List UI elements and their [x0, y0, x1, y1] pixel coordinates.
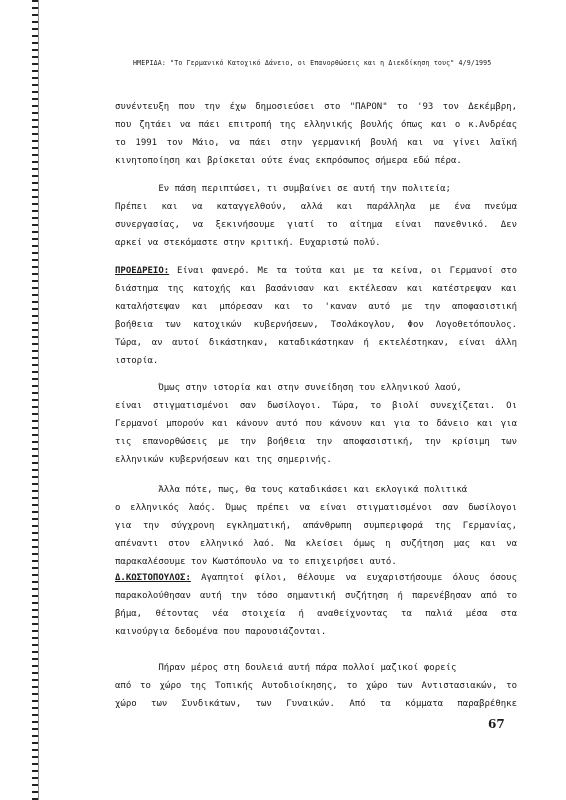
text-line [115, 569, 517, 587]
page-number: 67 [488, 717, 505, 731]
paragraph-6 [115, 569, 517, 641]
binding-edge [0, 0, 44, 800]
paragraph-4 [115, 379, 517, 469]
text-line: Γερμανοί μπορούν και κάνουν αυτό που κάνουν και για το δάνειο και για [115, 419, 517, 429]
text-line: καταλήστεψαν και μπόρεσαν και το 'καναν αυτό με την αποφασιστική [115, 302, 517, 312]
text-line: παρακολούθησαν αυτή την τόσο σημαντική συζήτηση ή παρενέβησαν από το [115, 591, 517, 601]
text-line: βοήθεια των κατοχικών κυβερνήσεων, Τσολάκογλου, Φον Λογοθετόπουλος. [115, 320, 517, 330]
text-line: καινούργια δεδομένα που παρουσιάζονται. [115, 627, 327, 637]
text-line: ελληνικών κυβερνήσεων και της σημερινής. [115, 455, 332, 465]
text-line: συνέντευξη που την έχω δημοσιεύσει στο "ΠΑΡΟΝ" το '93 τον Δεκέμβρη, [115, 102, 517, 112]
text-line: για την σύγχρονη εγκληματική, απάνθρωπη συμπεριφορά της Γερμανίας, [115, 521, 517, 531]
text-line: το 1991 τον Μάιο, να πάει στην γερμανική βουλή και να γίνει λαϊκή [115, 138, 517, 148]
speaker-label: Δ.ΚΩΣΤΟΠΟΥΛΟΣ: [115, 573, 191, 583]
speaker-label: ΠΡΟΕΔΡΕΙΟ: [115, 266, 170, 276]
text-line: είναι στιγματισμένοι σαν δωσίλογοι. Τώρα, το βιολί συνεχίζεται. Οι [115, 401, 517, 411]
text-line: Τώρα, αν αυτοί δικάστηκαν, καταδικάστηκαν ή εκτελέστηκαν, είναι άλλη [115, 338, 517, 348]
paragraph-2 [115, 180, 517, 252]
text-line: που ζητάει να πάει επιτροπή της ελληνικής βουλής όπως και ο κ.Ανδρέας [115, 120, 517, 130]
paragraph-1 [115, 98, 517, 170]
paragraph-7 [115, 659, 517, 713]
text-line: Άλλα πότε, πως, θα τους καταδικάσει και εκλογικά πολιτικά [115, 485, 468, 495]
text-line: κινητοποίηση και βρίσκεται ούτε ένας εκπρόσωπος σήμερα εδώ πέρα. [115, 156, 462, 166]
text-line: παρακαλέσουμε τον Κωστόπουλο να το επιχειρήσει αυτό. [115, 557, 397, 567]
page-edge-line [38, 0, 39, 800]
text-line: Πρέπει και να καταγγελθούν, αλλά και παράλληλα με ένα πνεύμα [115, 202, 517, 212]
text-line: διάστημα της κατοχής και βασάνισαν και εκτέλεσαν και κατέστρεψαν και [115, 284, 517, 294]
text-line: χώρο των Συνδικάτων, των Γυναικών. Από τα κόμματα παραβρέθηκε [115, 699, 517, 709]
text-line-rest: Είναι φανερό. Με τα τούτα και με τα κείνα, οι Γερμανοί στο [169, 266, 517, 276]
document-header: ΗΜΕΡΙΔΑ: "Το Γερμανικό Κατοχικό Δάνειο, οι Επανορθώσεις και η Διεκδίκηση τους" 4/9/1995 [133, 59, 492, 67]
text-line: Εν πάση περιπτώσει, τι συμβαίνει σε αυτή την πολιτεία; [115, 184, 451, 194]
text-line: βήμα, θέτοντας νέα στοιχεία ή αναθείχνοντας τα παλιά μέσα στα [115, 609, 517, 619]
text-line [115, 262, 517, 280]
text-line: συνεργασίας, να ξεκινήσουμε γιατί το αίτημα είναι πανεθνικό. Δεν [115, 220, 517, 230]
text-line: ο ελληνικός λαός. Όμως πρέπει να είναι στιγματισμένοι σαν δωσίλογοι [115, 503, 517, 513]
text-line: αρκεί να στεκόμαστε στην κριτική. Ευχαριστώ πολύ. [115, 238, 381, 248]
text-line: απέναντι στον ελληνικό λαό. Να κλείσει όμως η συζήτηση μας και να [115, 539, 517, 549]
text-line: ιστορία. [115, 356, 159, 366]
text-line: τις επανορθώσεις με την βοήθεια την αποφασιστική, την κρίσιμη των [115, 437, 517, 447]
text-line: Πήραν μέρος στη δουλειά αυτή πάρα πολλοί μαζικοί φορείς [115, 663, 457, 673]
paragraph-3 [115, 262, 517, 370]
text-line: από το χώρο της Τοπικής Αυτοδιοίκησης, το χώρο των Αντιστασιακών, το [115, 681, 517, 691]
paragraph-5 [115, 481, 517, 571]
text-line: Όμως στην ιστορία και στην συνείδηση του ελληνικού λαού, [115, 383, 462, 393]
text-line-rest: Αγαπητοί φίλοι, θέλουμε να ευχαριστήσουμε όλους όσους [190, 573, 517, 583]
